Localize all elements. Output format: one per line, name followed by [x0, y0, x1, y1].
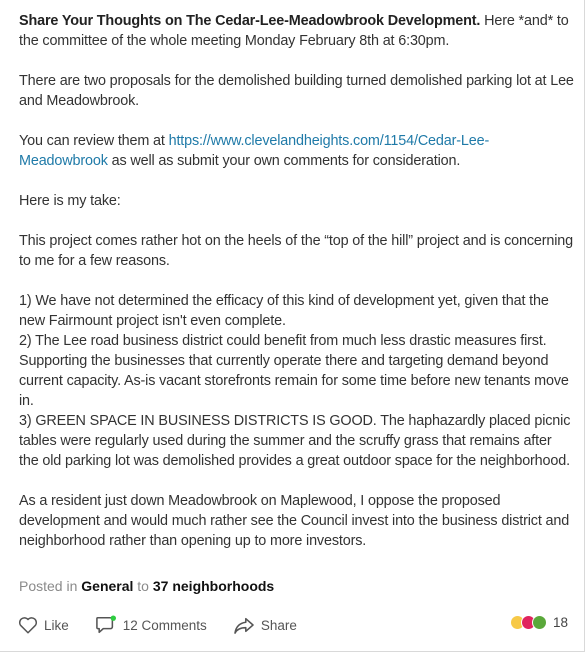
posted-in-label: Posted in	[19, 578, 82, 594]
green-reaction-icon	[532, 615, 547, 630]
share-label: Share	[260, 617, 297, 633]
point-3: 3) GREEN SPACE IN BUSINESS DISTRICTS IS GOOD. The haphazardly placed picnic tables were regularly used during the summer and the scruffy grass that remains after the old parking lot was demolished provides a great outdoor space for the neighborhood.	[19, 413, 571, 469]
post-paragraph-link	[19, 131, 574, 171]
audience-link[interactable]: 37 neighborhoods	[152, 578, 275, 594]
post-intro-text: Here *and* to the committee of the whole meeting Monday February 8th at 6:30pm.	[19, 13, 569, 49]
reactions-summary[interactable]	[510, 615, 568, 630]
post-title: Share Your Thoughts on The Cedar-Lee-Meadowbrook Development.	[19, 13, 481, 29]
link-lead-text: You can review them at	[19, 133, 169, 149]
post-actions	[18, 612, 570, 638]
share-arrow-icon	[233, 616, 255, 634]
post-paragraph: As a resident just down Meadowbrook on Maplewood, I oppose the proposed development and would much rather see the Council invest into the business district and neighborhood rather than opening up to more investors.	[19, 493, 570, 549]
speech-bubble-icon	[95, 615, 117, 635]
post-body	[19, 11, 574, 551]
category-link[interactable]: General	[81, 578, 134, 594]
post-paragraph: This project comes rather hot on the heels of the “top of the hill” project and is concerning to me for a few reasons.	[19, 233, 573, 269]
to-label: to	[133, 578, 153, 594]
post-paragraph: Here is my take:	[19, 193, 121, 209]
reaction-count: 18	[552, 615, 568, 630]
like-button[interactable]	[18, 616, 69, 634]
like-label: Like	[44, 617, 69, 633]
post-intro	[19, 11, 574, 51]
comments-label: 12 Comments	[122, 617, 207, 633]
post-meta	[19, 578, 274, 594]
proposal-link[interactable]: https://www.clevelandheights.com/1154/Cedar-Lee-Meadowbrook	[19, 133, 490, 169]
heart-outline-icon	[18, 616, 38, 634]
link-trail-text: as well as submit your own comments for consideration.	[107, 153, 461, 169]
post-paragraph: There are two proposals for the demolished building turned demolished parking lot at Lee and Meadowbrook.	[19, 73, 574, 109]
comments-button[interactable]	[95, 615, 207, 635]
point-1: 1) We have not determined the efficacy of this kind of development yet, given that the new Fairmount project isn't even complete.	[19, 293, 549, 329]
share-button[interactable]	[233, 616, 297, 634]
point-2: 2) The Lee road business district could benefit from much less drastic measures first. Supporting the businesses that currently operate there and targeting demand beyond current capacity. As-is vacant storefronts remain for some time before new tenants move in.	[19, 333, 569, 409]
